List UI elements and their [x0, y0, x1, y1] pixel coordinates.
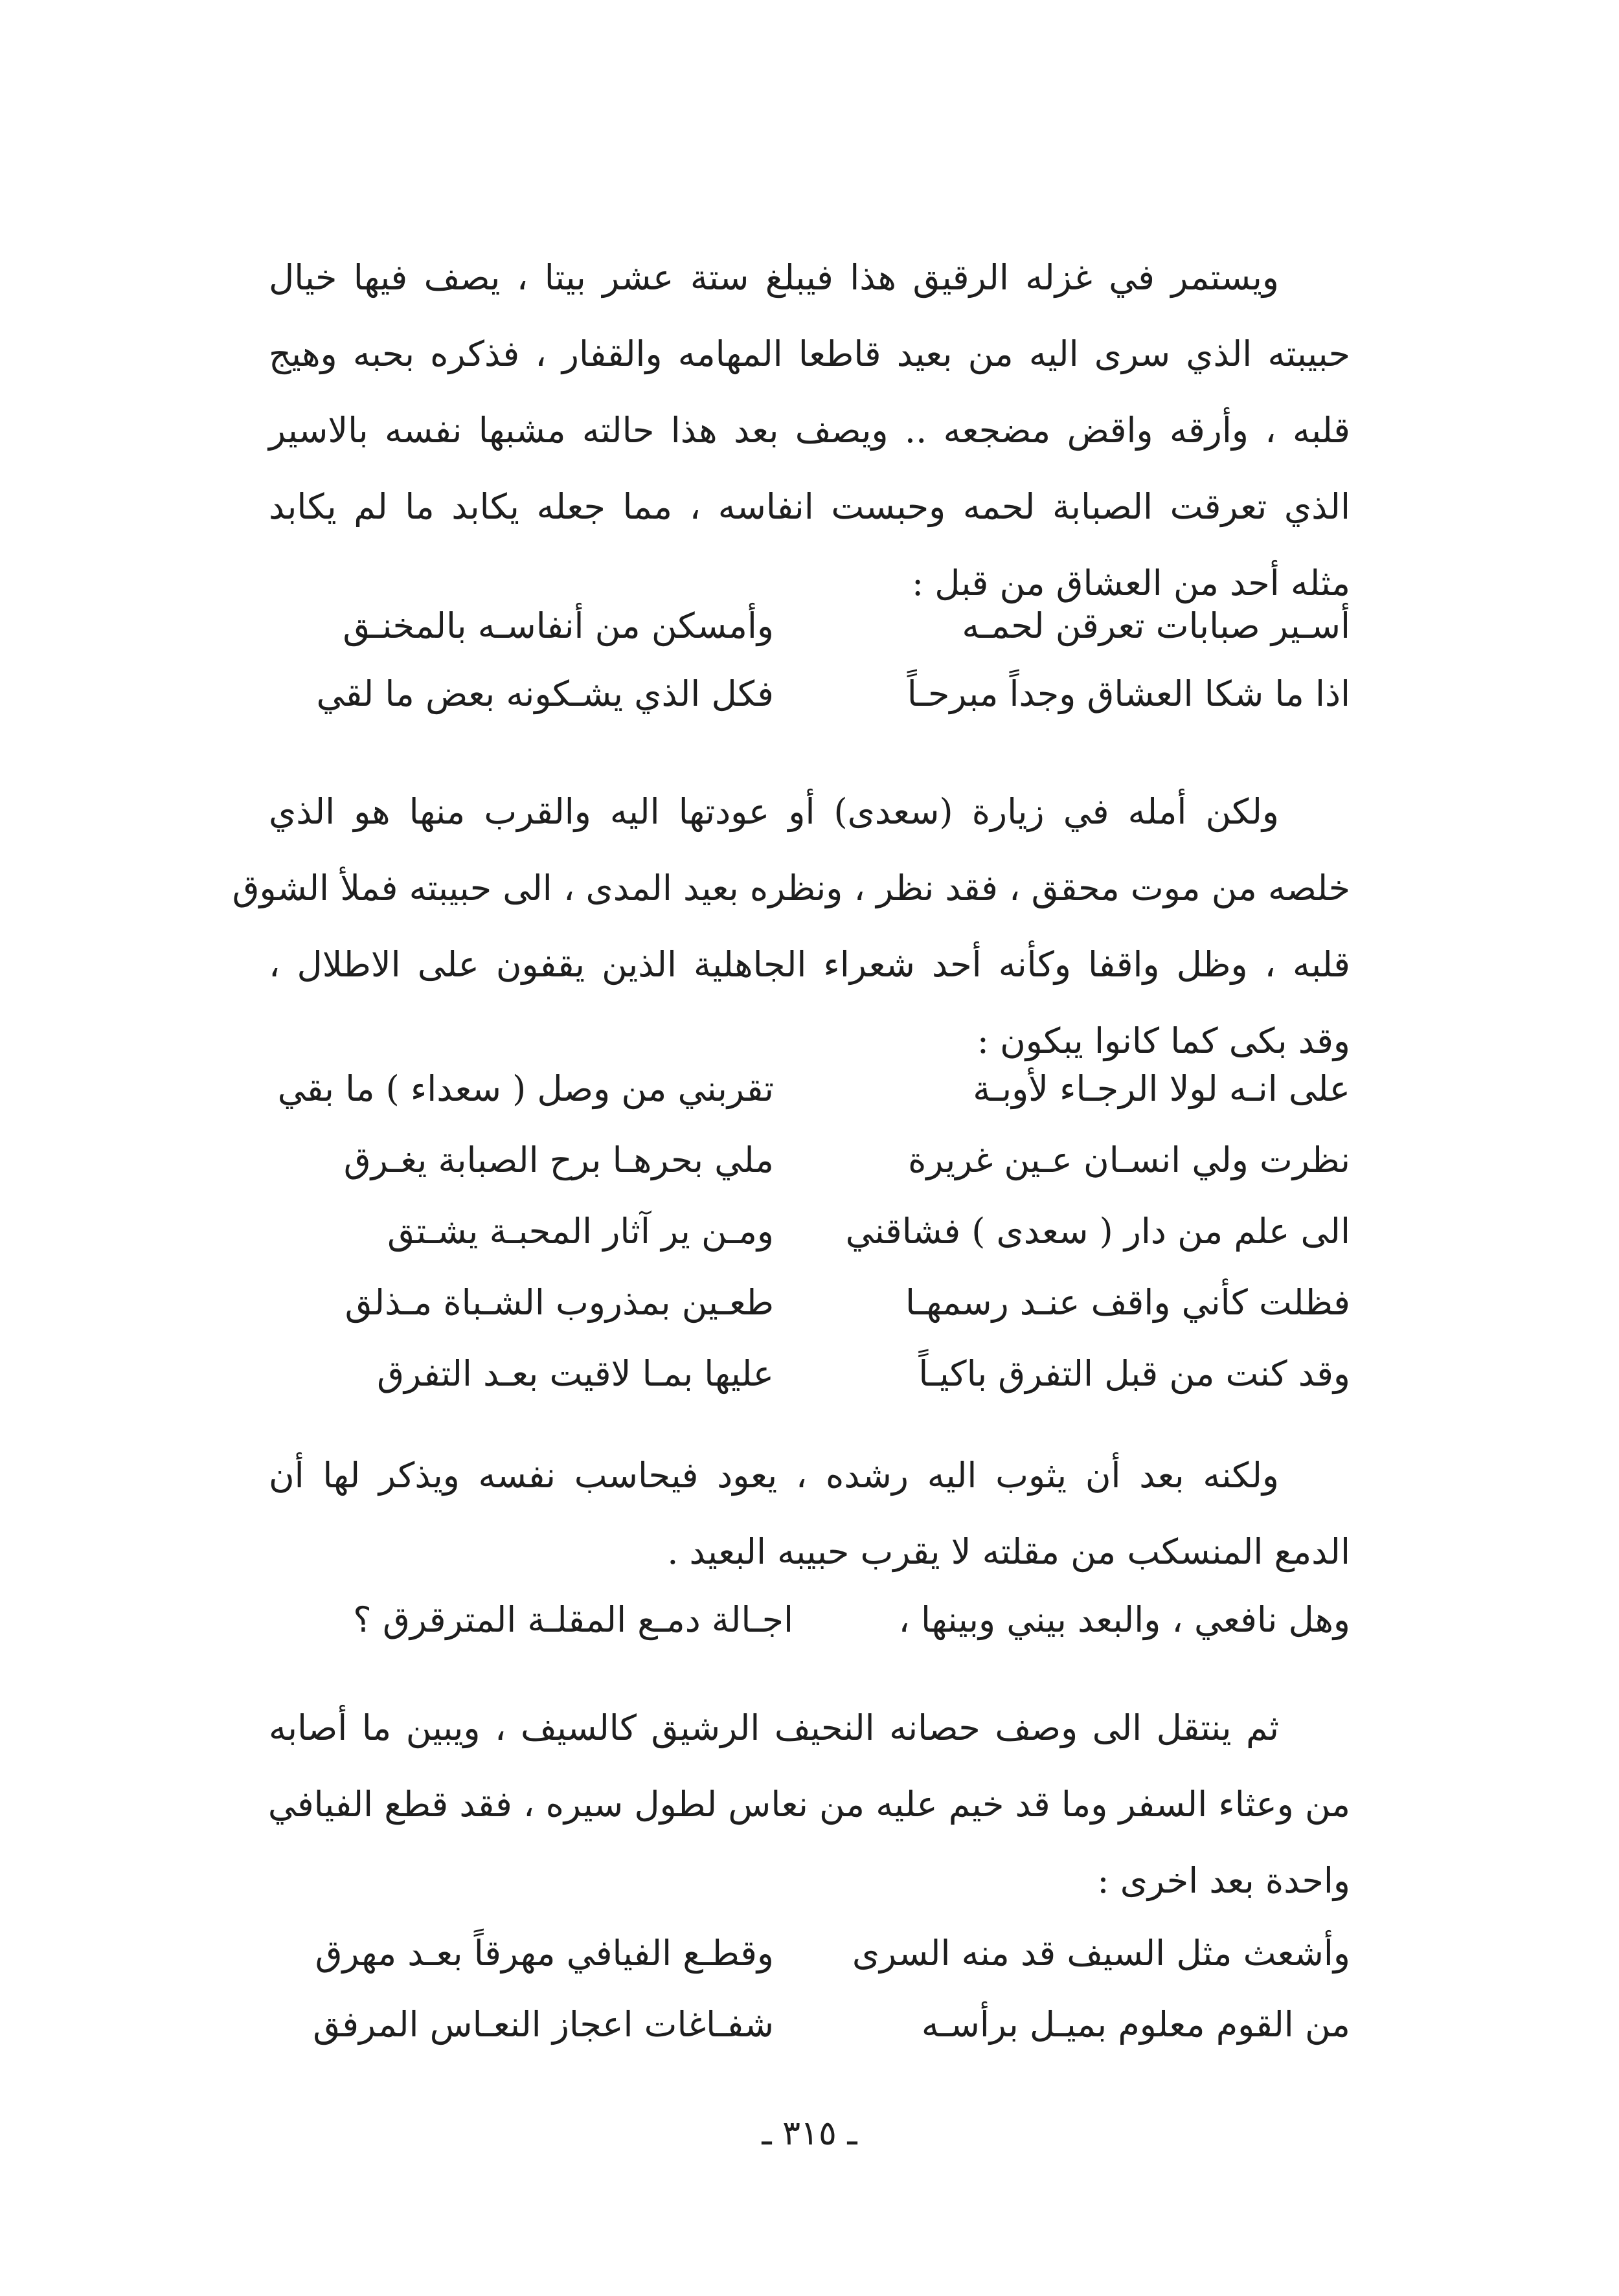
verse-first-hemistich: الى علم من دار ( سعدى ) فشاقني	[845, 1211, 1350, 1252]
paragraph-4	[269, 1690, 1350, 1919]
verse-first-hemistich: نظرت ولي انسـان عـين غريرة	[908, 1140, 1350, 1180]
text-line: مثله أحد من العشاق من قبل :	[911, 563, 1350, 603]
verse-first-hemistich: وأشعث مثل السيف قد منه السرى	[852, 1933, 1350, 1974]
text-line: حبيبته الذي سرى اليه من بعيد قاطعا المهامه والقفار ، فذكره بحبه وهيج	[269, 333, 1350, 374]
text-line: واحدة بعد اخرى :	[1097, 1860, 1350, 1901]
verse-couplet	[269, 1211, 1350, 1263]
verse-second-hemistich: عليها بمـا لاقيت بعـد التفرق	[377, 1353, 774, 1394]
verse-couplet	[269, 2004, 1350, 2056]
paragraph-1	[269, 240, 1350, 622]
verse-couplet	[269, 1599, 1350, 1651]
verse-couplet	[269, 1068, 1350, 1120]
paragraph-2	[232, 774, 1350, 1079]
verse-couplet	[269, 1933, 1350, 1985]
verse-second-hemistich: ملي بحرهـا برح الصبابة يغـرق	[343, 1140, 774, 1180]
text-line: خلصه من موت محقق ، فقد نظر ، ونظره بعيد المدى ، الى حبيبته فملأ الشوق	[232, 868, 1350, 908]
text-line: وقد بكى كما كانوا يبكون :	[977, 1020, 1350, 1061]
verse-second-hemistich: وقطـع الفيافي مهرقاً بعـد مهرق	[315, 1933, 774, 1974]
text-line: ولكنه بعد أن يثوب اليه رشده ، يعود فيحاسب نفسه ويذكر لها أن	[269, 1455, 1279, 1496]
verse-first-hemistich: وهل نافعي ، والبعد بيني وبينها ،	[898, 1599, 1350, 1640]
verse-first-hemistich: وقد كنت من قبل التفرق باكيـاً	[918, 1353, 1350, 1394]
text-line: ثم ينتقل الى وصف حصانه النحيف الرشيق كالسيف ، ويبين ما أصابه	[269, 1707, 1279, 1748]
text-line: ولكن أمله في زيارة (سعدى) أو عودتها اليه والقرب منها هو الذي	[269, 791, 1279, 832]
text-line: الذي تعرقت الصبابة لحمه وحبست انفاسه ، مما جعله يكابد ما لم يكابد	[269, 486, 1350, 527]
verse-first-hemistich: على انـه لولا الرجـاء لأوبـة	[973, 1068, 1350, 1109]
verse-first-hemistich: أسـير صبابات تعرقن لحمـه	[962, 605, 1350, 646]
verse-second-hemistich: طعـين بمذروب الشـباة مـذلق	[345, 1282, 774, 1323]
verse-couplet	[269, 673, 1350, 725]
verse-couplet	[269, 605, 1350, 657]
verse-couplet	[269, 1353, 1350, 1405]
verse-second-hemistich: تقربني من وصل ( سعداء ) ما بقي	[277, 1068, 774, 1109]
verse-second-hemistich: ومـن ير آثار المحبـة يشـتق	[387, 1211, 774, 1252]
verse-first-hemistich: من القوم معلوم بميـل برأسـه	[921, 2004, 1350, 2045]
verse-first-hemistich: اذا ما شكا العشاق وجداً مبرحـاً	[907, 673, 1350, 714]
verse-second-hemistich: شفـاغات اعجاز النعـاس المرفق	[313, 2004, 774, 2045]
text-line: قلبه ، وأرقه واقض مضجعه .. ويصف بعد هذا حالته مشبها نفسه بالاسير	[269, 410, 1350, 451]
text-line: قلبه ، وظل واقفا وكأنه أحد شعراء الجاهلية الذين يقفون على الاطلال ،	[269, 944, 1350, 985]
text-line: ويستمر في غزله الرقيق هذا فيبلغ ستة عشر بيتا ، يصف فيها خيال	[269, 257, 1279, 298]
verse-first-hemistich: فظلت كأني واقف عنـد رسمهـا	[905, 1282, 1350, 1323]
paragraph-3	[269, 1437, 1350, 1590]
text-line: من وعثاء السفر وما قد خيم عليه من نعاس لطول سيره ، فقد قطع الفيافي	[267, 1784, 1350, 1825]
verse-couplet	[269, 1140, 1350, 1191]
page-number: ـ ٣١٥ ـ	[762, 2114, 857, 2153]
verse-couplet	[269, 1282, 1350, 1334]
verse-second-hemistich: اجـالة دمـع المقلـة المترقرق ؟	[353, 1599, 793, 1640]
verse-second-hemistich: وأمسكن من أنفاسـه بالمخنـق	[343, 605, 774, 646]
verse-second-hemistich: فكل الذي يشـكونه بعض ما لقي	[316, 673, 774, 714]
text-line: الدمع المنسكب من مقلته لا يقرب حبيبه البعيد .	[667, 1531, 1350, 1572]
